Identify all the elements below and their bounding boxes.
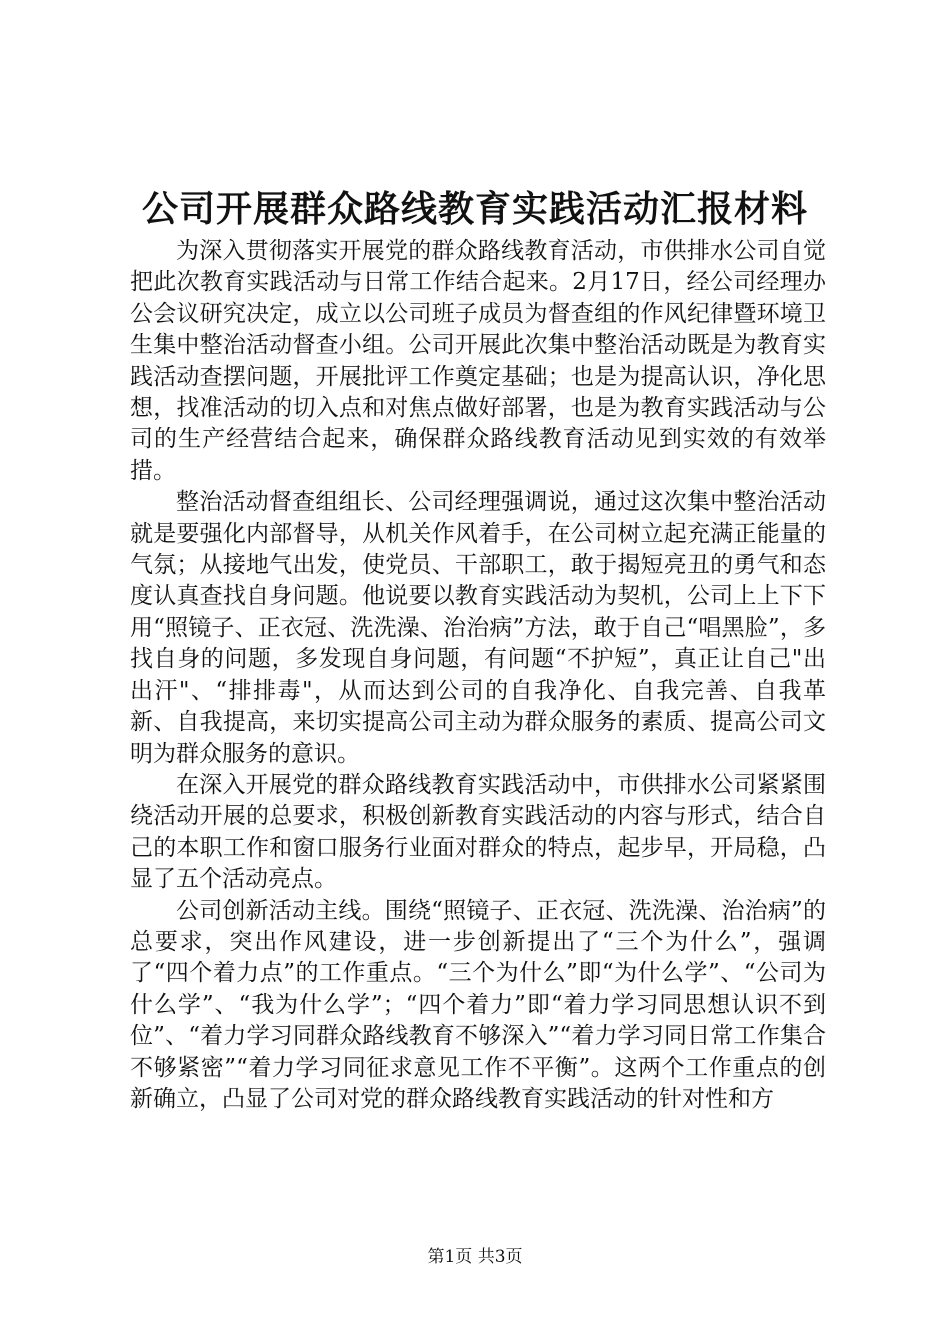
paragraph-2: 整治活动督查组组长、公司经理强调说，通过这次集中整治活动就是要强化内部督导，从机关作风着手，在公司树立起充满正能量的气氛；从接地气出发，使党员、干部职工，敢于揭短亮丑的勇气和态度认真查找自身问题。他说要以教育实践活动为契机，公司上上下下用“照镜子、正衣冠、洗洗澡、治治病”方法，敢于自己“唱黑脸”，多找自身的问题，多发现自身问题，有问题“不护短”，真正让自己"出出汗"、“排排毒"，从而达到公司的自我净化、自我完善、自我革新、自我提高，来切实提高公司主动为群众服务的素质、提高公司文明为群众服务的意识。: [130, 489, 826, 767]
document-title: 公司开展群众路线教育实践活动汇报材料: [141, 188, 808, 230]
paragraph-3: 在深入开展党的群众路线教育实践活动中，市供排水公司紧紧围绕活动开展的总要求，积极创新教育实践活动的内容与形式，结合自己的本职工作和窗口服务行业面对群众的特点，起步早，开局稳，凸显了五个活动亮点。: [130, 771, 826, 893]
paragraph-1: 为深入贯彻落实开展党的群众路线教育活动，市供排水公司自觉把此次教育实践活动与日常工作结合起来。2月17日，经公司经理办公会议研究决定，成立以公司班子成员为督查组的作风纪律暨环境卫生集中整治活动督查小组。公司开展此次集中整治活动既是为教育实践活动查摆问题，开展批评工作奠定基础；也是为提高认识，净化思想，找准活动的切入点和对焦点做好部署，也是为教育实践活动与公司的生产经营结合起来，确保群众路线教育活动见到实效的有效举措。: [130, 238, 826, 484]
document-body: [130, 236, 826, 1115]
paragraph-4: 公司创新活动主线。围绕“照镜子、正衣冠、洗洗澡、治治病”的总要求，突出作风建设，进一步创新提出了“三个为什么”，强调了“四个着力点”的工作重点。“三个为什么”即“为什么学”、“公司为什么学”、“我为什么学”；“四个着力”即“着力学习同思想认识不到位”、“着力学习同群众路线教育不够深入”“着力学习同日常工作集合不够紧密”“着力学习同征求意见工作不平衡”。这两个工作重点的创新确立，凸显了公司对党的群众路线教育实践活动的针对性和方: [130, 897, 826, 1112]
page-number-footer: 第1页 共3页: [427, 1247, 523, 1267]
